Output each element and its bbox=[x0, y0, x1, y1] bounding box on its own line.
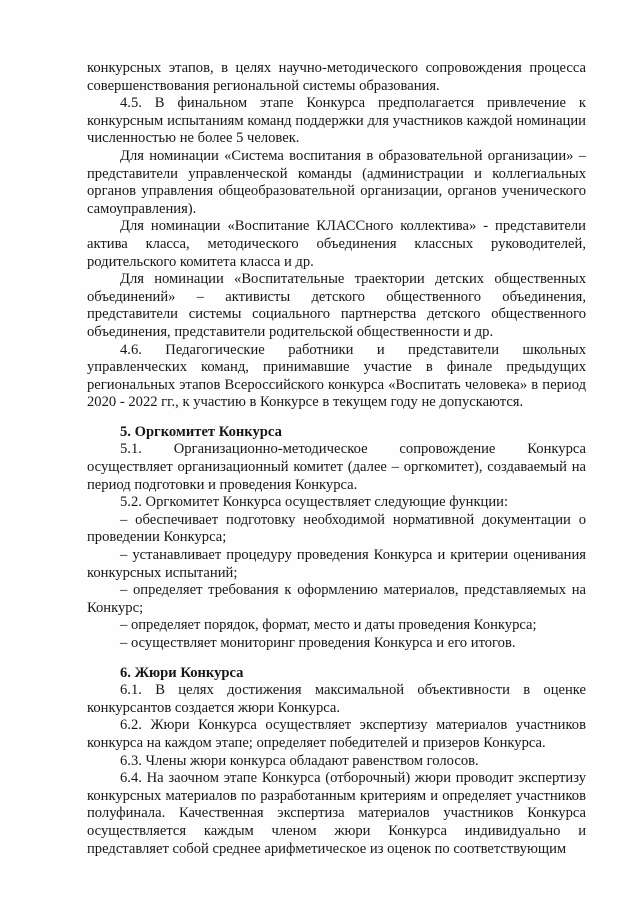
paragraph-5-2: 5.2. Оргкомитет Конкурса осуществляет следующие функции: bbox=[120, 494, 509, 511]
list-item-function-4: – определяет порядок, формат, место и даты проведения Конкурса; bbox=[120, 617, 537, 634]
paragraph-4-6: 4.6. Педагогические работники и представители школьных управленческих команд, принимавшие участие в финале предыдущих региональных этапов Всероссийского конкурса «Воспитать человека» в период 2020 - 2022 гг., к участию в Конкурсе в текущем году не допускаются. bbox=[87, 341, 586, 411]
document-body bbox=[87, 60, 586, 858]
paragraph-6-1: 6.1. В целях достижения максимальной объективности в оценке конкурсантов создается жюри Конкурса. bbox=[87, 682, 586, 716]
paragraph-nomination-trajectories: Для номинации «Воспитательные траектории детских общественных объединений» – активисты детского общественного объединения, представители системы социального партнерства детского общественного объединения, представители родительской общественности и др. bbox=[87, 271, 586, 340]
section-heading-jury: 6. Жюри Конкурса bbox=[120, 664, 244, 681]
list-item-function-1: – обеспечивает подготовку необходимой нормативной документации о проведении Конкурса; bbox=[87, 511, 586, 546]
paragraph-nomination-system: Для номинации «Система воспитания в образовательной организации» – представители управленческой команды (администрации и коллегиальных органов управления общеобразовательной организации, органов ученического самоуправления). bbox=[87, 147, 586, 217]
paragraph-continuation: конкурсных этапов, в целях научно-методического сопровождения процесса совершенствования региональной системы образования. bbox=[87, 60, 586, 94]
paragraph-6-2: 6.2. Жюри Конкурса осуществляет экспертизу материалов участников конкурса на каждом этапе; определяет победителей и призеров Конкурса. bbox=[87, 717, 586, 751]
list-item-function-2: – устанавливает процедуру проведения Конкурса и критерии оценивания конкурсных испытаний; bbox=[87, 547, 586, 581]
paragraph-nomination-class: Для номинации «Воспитание КЛАССного коллектива» - представители актива класса, методического объединения классных руководителей, родительского комитета класса и др. bbox=[87, 218, 586, 270]
paragraph-6-4: 6.4. На заочном этапе Конкурса (отборочный) жюри проводит экспертизу конкурсных материалов по разработанным критериям и определяет участников полуфинала. Качественная экспертиза материалов участников Конкурса осуществляется каждым членом жюри Конкурса индивидуально и представляет собой среднее арифметическое из оценок по соответствующим bbox=[87, 770, 586, 857]
paragraph-5-1: 5.1. Организационно-методическое сопровождение Конкурса осуществляет организационный комитет (далее – оргкомитет), создаваемый на период подготовки и проведения Конкурса. bbox=[87, 441, 586, 493]
list-item-function-5: – осуществляет мониторинг проведения Конкурса и его итогов. bbox=[120, 635, 516, 651]
paragraph-6-3: 6.3. Члены жюри конкурса обладают равенством голосов. bbox=[120, 752, 479, 769]
list-item-function-3: – определяет требования к оформлению материалов, представляемых на Конкурс; bbox=[87, 582, 586, 616]
section-heading-orgcommittee: 5. Оргкомитет Конкурса bbox=[120, 423, 282, 440]
paragraph-4-5: 4.5. В финальном этапе Конкурса предполагается привлечение к конкурсным испытаниям команд поддержки для участников каждой номинации численностью не более 5 человек. bbox=[87, 95, 586, 147]
